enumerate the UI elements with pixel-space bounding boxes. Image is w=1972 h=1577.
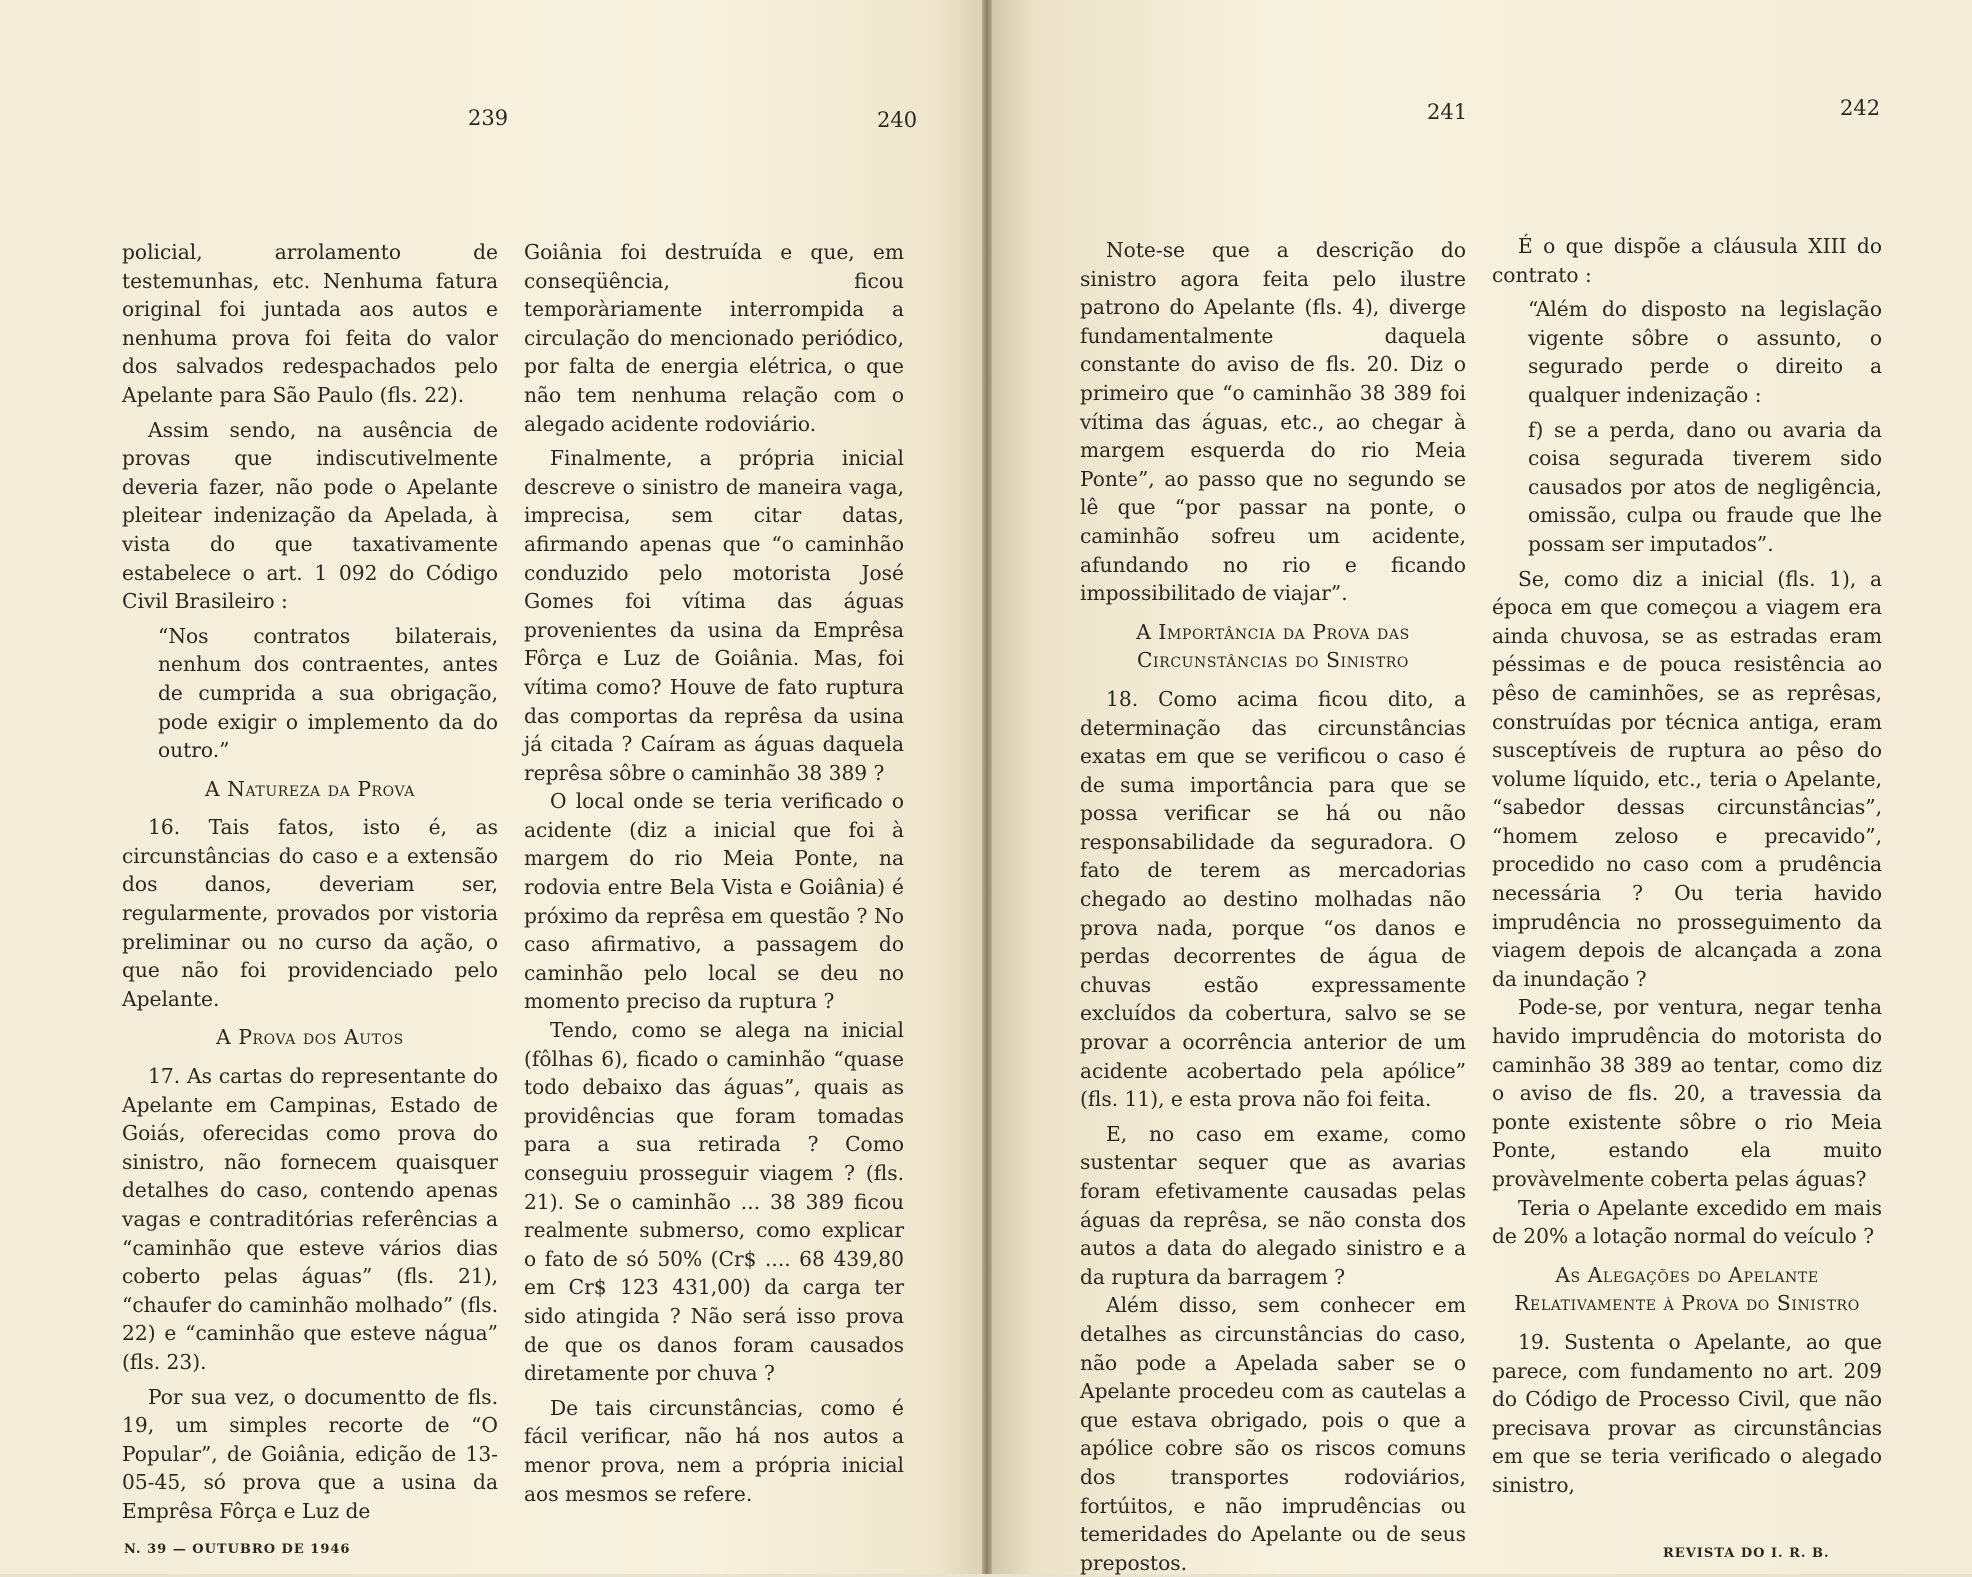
paragraph: Finalmente, a própria inicial descreve o sinistro de maneira vaga, imprecisa, sem citar datas, afirmando apenas que “o caminhão conduzido pelo motorista José Gomes foi vítima das águas provenientes da usina da Emprêsa Fôrça e Luz de Goiânia. Mas, foi vítima como? Houve de fato ruptura das comportas da reprêsa da usina já citada ? Caíram as águas daquela reprêsa sôbre o caminhão 38 389 ? bbox=[524, 446, 904, 785]
section-heading: A Importância da Prova das Circunstâncias do Sinistro bbox=[1136, 619, 1410, 673]
footer-journal: REVISTA DO I. R. B. bbox=[1663, 1546, 1830, 1561]
section-heading: A Natureza da Prova bbox=[205, 776, 415, 801]
block-quote: f) se a perda, dano ou avaria da coisa segurada tiverem sido causados por atos de negligência, omissão, culpa ou fraude que lhe possam ser imputados”. bbox=[1528, 417, 1882, 556]
block-quote: “Além do disposto na legislação vigente sôbre o assunto, o segurado perde o direito a qualquer indenização : bbox=[1528, 297, 1882, 407]
paragraph: Goiânia foi destruída e que, em conseqüência, ficou temporàriamente interrompida a circulação do mencionado periódico, por falta de energia elétrica, o que não tem nenhuma relação com o alegado acidente rodoviário. bbox=[524, 240, 904, 436]
paragraph: E, no caso em exame, como sustentar sequer que as avarias foram efetivamente causadas pelas águas da reprêsa, se não consta dos autos a data do alegado sinistro e a da ruptura da barragem ? bbox=[1080, 1121, 1466, 1289]
paragraph: Pode-se, por ventura, negar tenha havido imprudência do motorista do caminhão 38 389 ao tentar, como diz o aviso de fls. 20, a travessia da ponte existente sôbre o rio Meia Ponte, estando ela muito provàvelmente coberta pelas águas? bbox=[1492, 995, 1882, 1191]
paragraph: Se, como diz a inicial (fls. 1), a época em que começou a viagem era ainda chuvosa, se as estradas eram péssimas e de pouca resistência ao pêso de caminhões, se as reprêsas, construídas por técnica antiga, eram susceptíveis de ruptura ao pêso do volume líquido, etc., teria o Apelante, “sabedor dessas circunstâncias”, “homem zeloso e precavido”, procedido no caso com a prudência necessária ? Ou teria havido imprudência no prosseguimento da viagem depois de alcançada a zona da inundação ? bbox=[1492, 566, 1882, 991]
paragraph: É o que dispõe a cláusula XIII do contrato : bbox=[1492, 234, 1882, 287]
page-number-240: 240 bbox=[877, 108, 918, 132]
page-number-239: 239 bbox=[468, 106, 509, 130]
section-heading: As Alegações do Apelante Relativamente à Prova do Sinistro bbox=[1514, 1262, 1860, 1316]
page-240-column bbox=[524, 238, 904, 1508]
paragraph: Além disso, sem conhecer em detalhes as circunstâncias do caso, não pode a Apelada saber se o Apelante procedeu com as cautelas a que estava obrigado, pois o que a apólice cobre são os riscos comuns dos transportes rodoviários, fortúitos, e não imprudências ou temeridades do Apelante ou de seus prepostos. bbox=[1080, 1293, 1466, 1575]
paragraph: Note-se que a descrição do sinistro agora feita pelo ilustre patrono do Apelante (fls. 4), diverge fundamentalmente daquela constante do aviso de fls. 20. Diz o primeiro que “o caminhão 38 389 foi vítima das águas, etc., ao chegar à margem esquerda do rio Meia Ponte”, ao passo que no segundo se lê que “por passar na ponte, o caminhão sofreu um acidente, afundando no rio e ficando impossibilitado de viajar”. bbox=[1080, 238, 1466, 606]
page-242-column bbox=[1492, 232, 1882, 1500]
paragraph: De tais circunstâncias, como é fácil verificar, não há nos autos a menor prova, nem a própria inicial aos mesmos se refere. bbox=[524, 1395, 904, 1506]
paragraph: Assim sendo, na ausência de provas que indiscutivelmente deveria fazer, não pode o Apelante pleitear indenização da Apelada, à vista do que taxativamente estabelece o art. 1 092 do Código Civil Brasileiro : bbox=[122, 417, 498, 614]
footer-issue: N. 39 — OUTUBRO DE 1946 bbox=[124, 1542, 351, 1557]
paragraph: policial, arrolamento de testemunhas, etc. Nenhuma fatura original foi juntada aos autos e nenhuma prova foi feita do valor dos salvados redespachados pelo Apelante para São Paulo (fls. 22). bbox=[122, 240, 498, 407]
paragraph: Teria o Apelante excedido em mais de 20% a lotação normal do veículo ? bbox=[1492, 1195, 1882, 1249]
paragraph: 18. Como acima ficou dito, a determinação das circunstâncias exatas em que se verificou o caso é de suma importância para que se possa verificar se há ou não responsabilidade da seguradora. O fato de terem as mercadorias chegado ao destino molhadas não prova nada, porque “os danos e perdas decorrentes de água de chuvas estão expressamente excluídos da cobertura, salvo se se provar a ocorrência anterior de um acidente acobertado pela apólice” (fls. 11), e esta prova não foi feita. bbox=[1080, 686, 1466, 1112]
page-241-column bbox=[1080, 236, 1466, 1577]
block-quote: “Nos contratos bilaterais, nenhum dos contraentes, antes de cumprida a sua obrigação, pode exigir o implemento da do outro.” bbox=[158, 623, 498, 763]
paragraph: 16. Tais fatos, isto é, as circunstâncias do caso e a extensão dos danos, deveriam ser, regularmente, provados por vistoria preliminar ou no curso da ação, o que não foi providenciado pelo Apelante. bbox=[122, 815, 498, 1011]
page-number-241: 241 bbox=[1427, 100, 1468, 124]
paragraph: O local onde se teria verificado o acidente (diz a inicial que foi à margem do rio Meia Ponte, na rodovia entre Bela Vista e Goiânia) é próximo da reprêsa em questão ? No caso afirmativo, a passagem do caminhão pelo local se deu no momento preciso da ruptura ? bbox=[524, 789, 904, 1014]
paragraph: 19. Sustenta o Apelante, ao que parece, com fundamento no art. 209 do Código de Processo Civil, que não precisava provar as circunstâncias em que se teria verificado o alegado sinistro, bbox=[1492, 1329, 1882, 1497]
paragraph: Tendo, como se alega na inicial (fôlhas 6), ficado o caminhão “quase todo debaixo das águas”, quais as providências que foram tomadas para a sua retirada ? Como conseguiu prosseguir viagem ? (fls. 21). Se o caminhão ... 38 389 ficou realmente submerso, como explicar o fato de só 50% (Cr$ .... 68 439,80 em Cr$ 123 431,00) da carga ter sido atingida ? Não será isso prova de que os danos foram causados diretamente por chuva ? bbox=[524, 1018, 904, 1386]
section-heading: A Prova dos Autos bbox=[216, 1025, 404, 1050]
paragraph: 17. As cartas do representante do Apelante em Campinas, Estado de Goiás, oferecidas como prova do sinistro, não fornecem quaisquer detalhes do caso, contendo apenas vagas e contraditórias referências a “caminhão que esteve vários dias coberto pelas águas” (fls. 21), “chaufer do caminhão molhado” (fls. 22) e “caminhão que esteve nágua” (fls. 23). bbox=[122, 1064, 498, 1374]
page-239-column bbox=[122, 238, 498, 1526]
page-number-242: 242 bbox=[1840, 96, 1881, 120]
paragraph: Por sua vez, o documentto de fls. 19, um simples recorte de “O Popular”, de Goiânia, edição de 13-05-45, só prova que a usina da Emprêsa Fôrça e Luz de bbox=[122, 1384, 498, 1523]
book-gutter bbox=[982, 0, 992, 1574]
